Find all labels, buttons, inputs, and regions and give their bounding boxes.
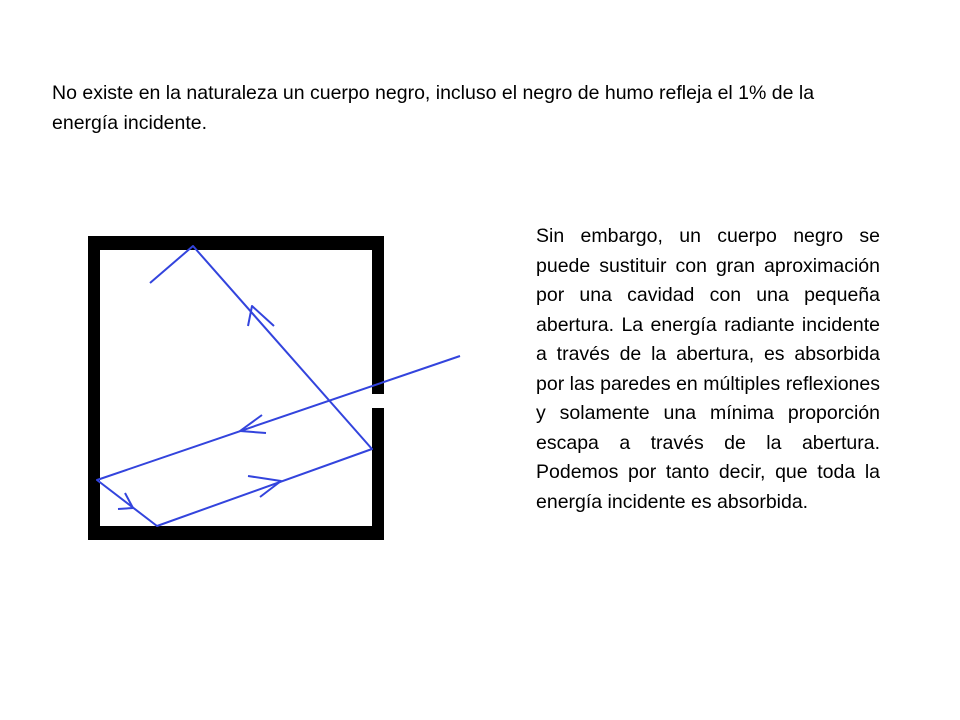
cavity-wall-bottom xyxy=(88,526,384,540)
cavity-wall-right-lower xyxy=(372,408,384,540)
cavity-wall-right-upper xyxy=(372,236,384,394)
cavity-walls xyxy=(88,236,384,540)
light-ray xyxy=(97,246,460,526)
cavity-wall-top xyxy=(88,236,384,250)
cavity-wall-left xyxy=(88,236,100,540)
intro-paragraph: No existe en la naturaleza un cuerpo negro, incluso el negro de humo refleja el 1% de la energía incidente. xyxy=(52,82,815,134)
explanation-paragraph: Sin embargo, un cuerpo negro se puede sustituir con gran aproximación por una cavidad con una pequeña abertura. La energía radiante incidente a través de la abertura, es absorbida por las paredes en múltiples reflexiones y solamente una mínima proporción escapa a través de la abertura. Podemos por tanto decir, que toda la energía incidente es absorbida. xyxy=(536,225,880,513)
